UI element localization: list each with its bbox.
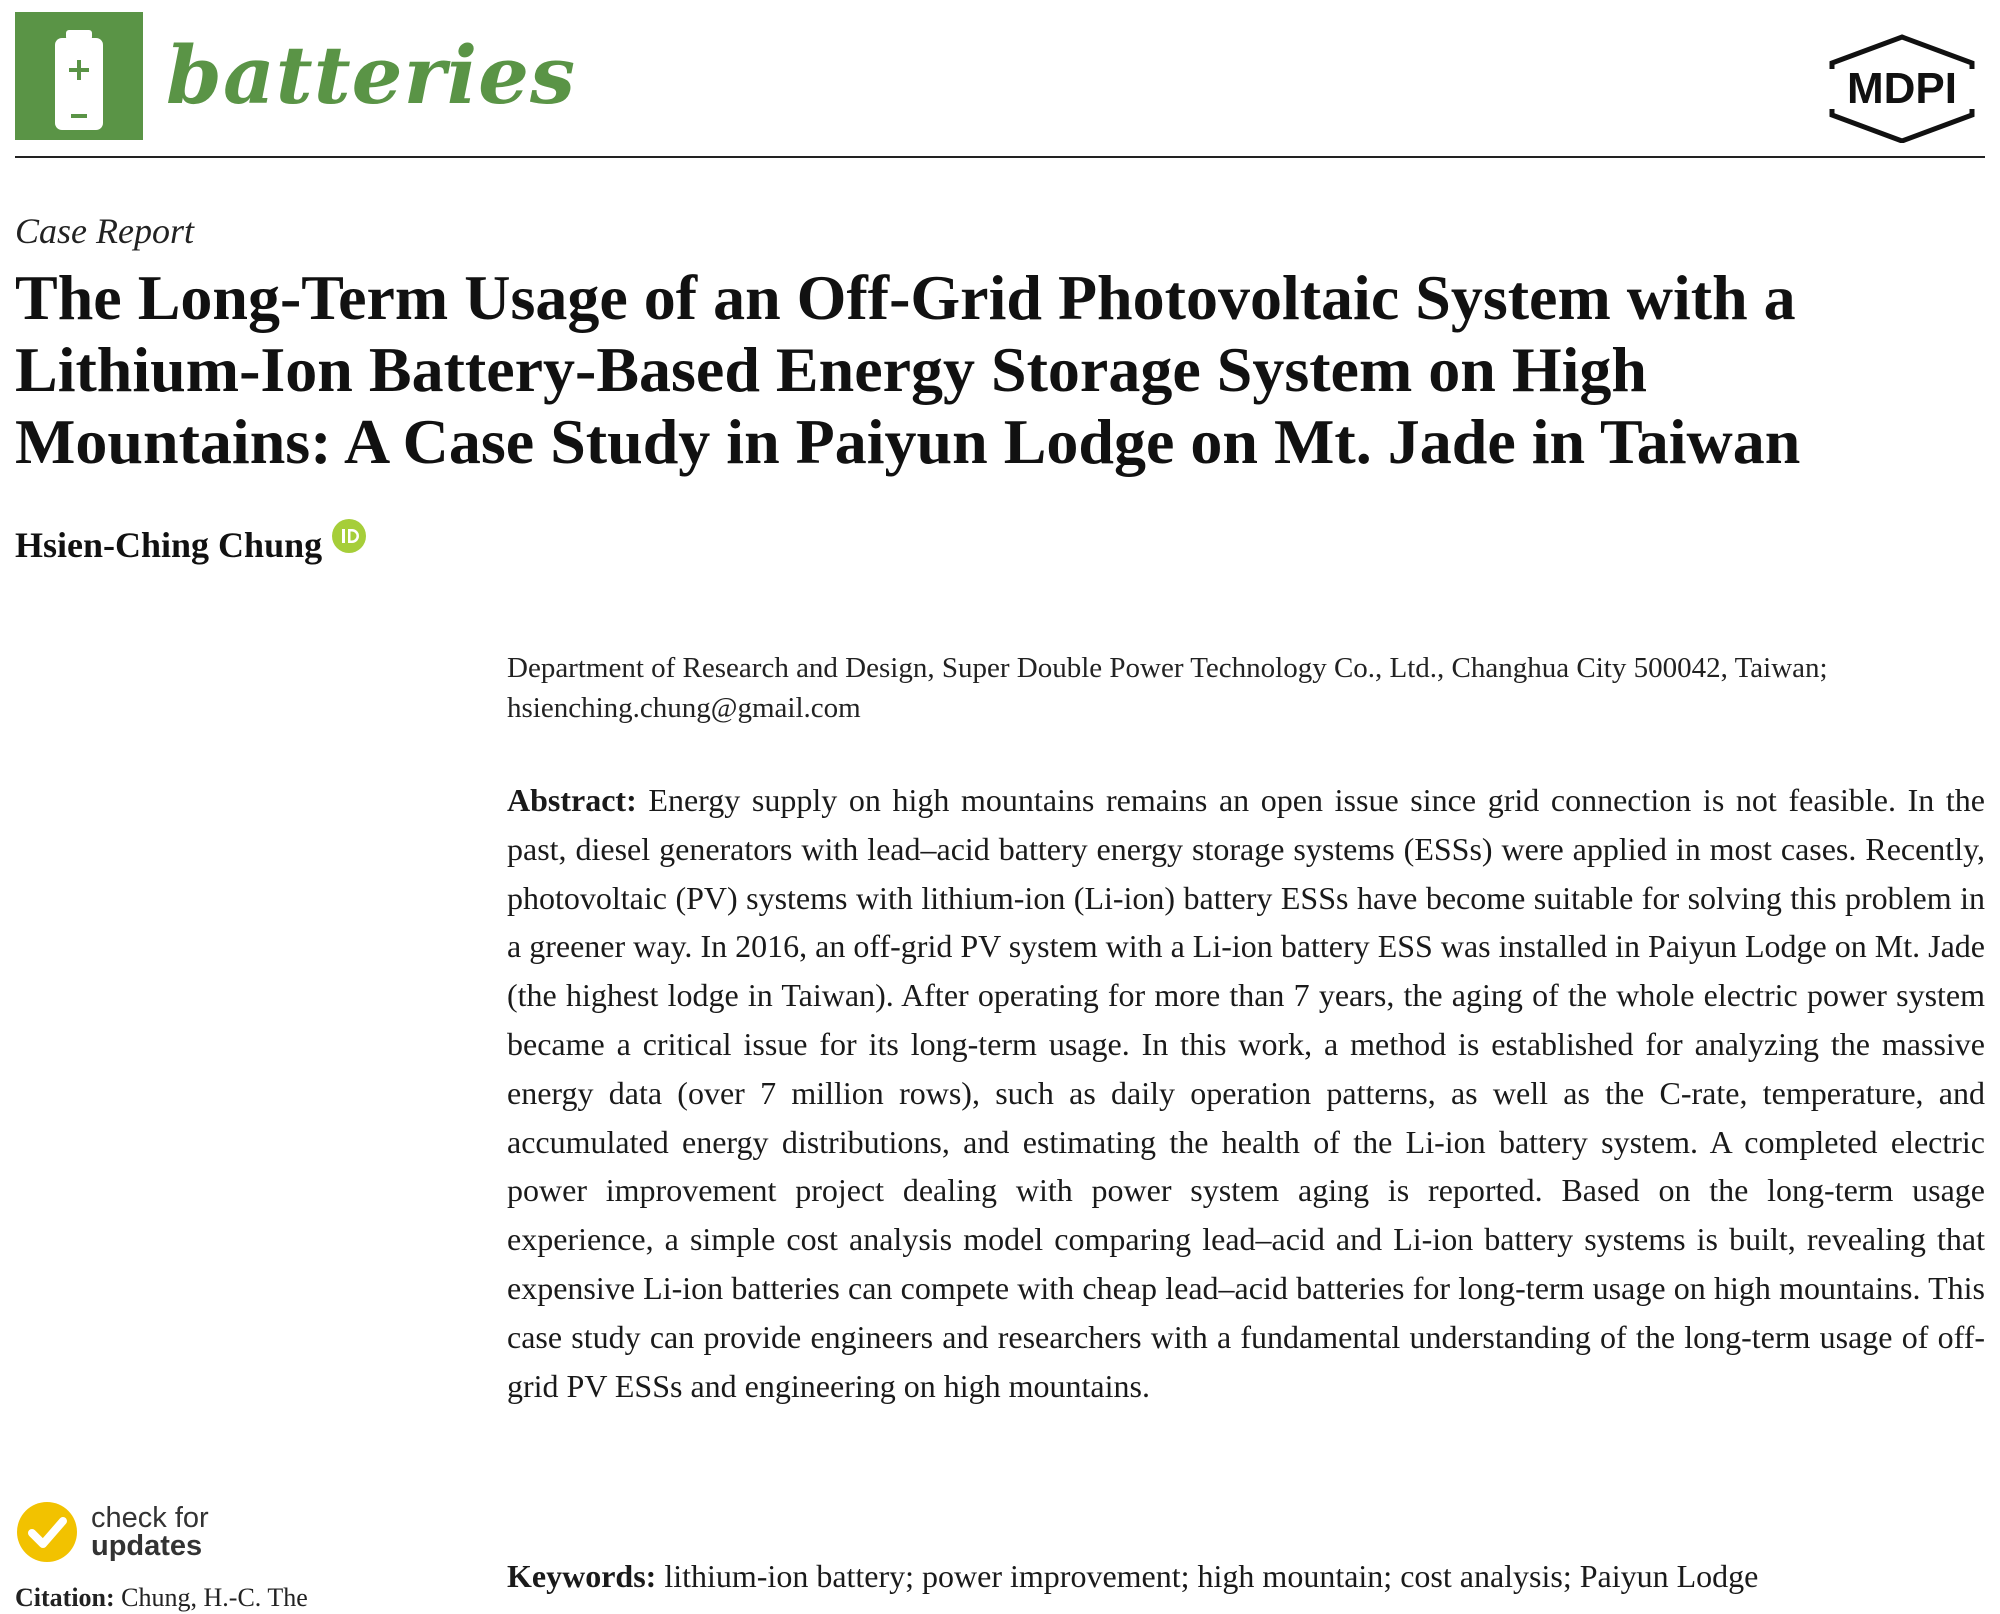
- battery-icon: [15, 12, 143, 140]
- title-line: Mountains: A Case Study in Paiyun Lodge on Mt. Jade in Taiwan: [15, 406, 1801, 477]
- check-line-1: check for: [91, 1502, 209, 1534]
- keywords-label: Keywords:: [507, 1558, 657, 1594]
- journal-name: batteries: [166, 28, 577, 122]
- abstract-label: Abstract:: [507, 782, 637, 818]
- keywords-text: lithium-ion battery; power improvement; high mountain; cost analysis; Paiyun Lodge: [664, 1558, 1759, 1594]
- citation-text: Chung, H.-C. The: [121, 1583, 308, 1612]
- check-line-2: updates: [91, 1530, 203, 1562]
- checkmark-icon: [15, 1500, 79, 1564]
- journal-logo: [15, 12, 143, 140]
- keywords: [507, 1552, 1985, 1600]
- publisher-name: MDPI: [1847, 64, 1957, 113]
- check-for-updates-label: [91, 1504, 209, 1560]
- title-line: Lithium-Ion Battery-Based Energy Storage System on High: [15, 334, 1647, 405]
- author-name[interactable]: Hsien-Ching Chung: [15, 525, 323, 565]
- header-divider: [15, 156, 1985, 158]
- abstract-text: Energy supply on high mountains remains an open issue since grid connection is not feasible. In the past, diesel generators with lead–acid battery energy storage systems (ESSs) were applied in most cases. Recently, photovoltaic (PV) systems with lithium-ion (Li-ion) battery ESSs have become suitable for solving this problem in a greener way. In 2016, an off-grid PV system with a Li-ion battery ESS was installed in Paiyun Lodge on Mt. Jade (the highest lodge in Taiwan). After operating for more than 7 years, the aging of the whole electric power system became a critical issue for its long-term usage. In this work, a method is established for analyzing the massive energy data (over 7 million rows), such as daily operation patterns, as well as the C-rate, temperature, and accumulated energy distributions, and estimating the health of the Li-ion battery system. A completed electric power improvement project dealing with power system aging is reported. Based on the long-term usage experience, a simple cost analysis model comparing lead–acid and Li-ion battery systems is built, revealing that expensive Li-ion batteries can compete with cheap lead–acid batteries for long-term usage on high mountains. This case study can provide engineers and researchers with a fundamental understanding of the long-term usage of off-grid PV ESSs and engineering on high mountains.: [507, 782, 1986, 1404]
- citation-label: Citation:: [15, 1583, 115, 1612]
- author-block: [15, 524, 366, 566]
- check-for-updates-button[interactable]: [15, 1500, 209, 1564]
- article-title: [15, 262, 1990, 478]
- title-line: The Long-Term Usage of an Off-Grid Photovoltaic System with a: [15, 262, 1796, 333]
- orcid-icon[interactable]: [332, 519, 366, 553]
- abstract: [507, 776, 1985, 1410]
- mdpi-logo: [1822, 33, 1982, 143]
- citation: [15, 1582, 435, 1614]
- article-type: Case Report: [15, 211, 194, 251]
- affiliation: Department of Research and Design, Super Double Power Technology Co., Ltd., Changhua City 500042, Taiwan; hsienching.chung@gmail.com: [507, 652, 1828, 724]
